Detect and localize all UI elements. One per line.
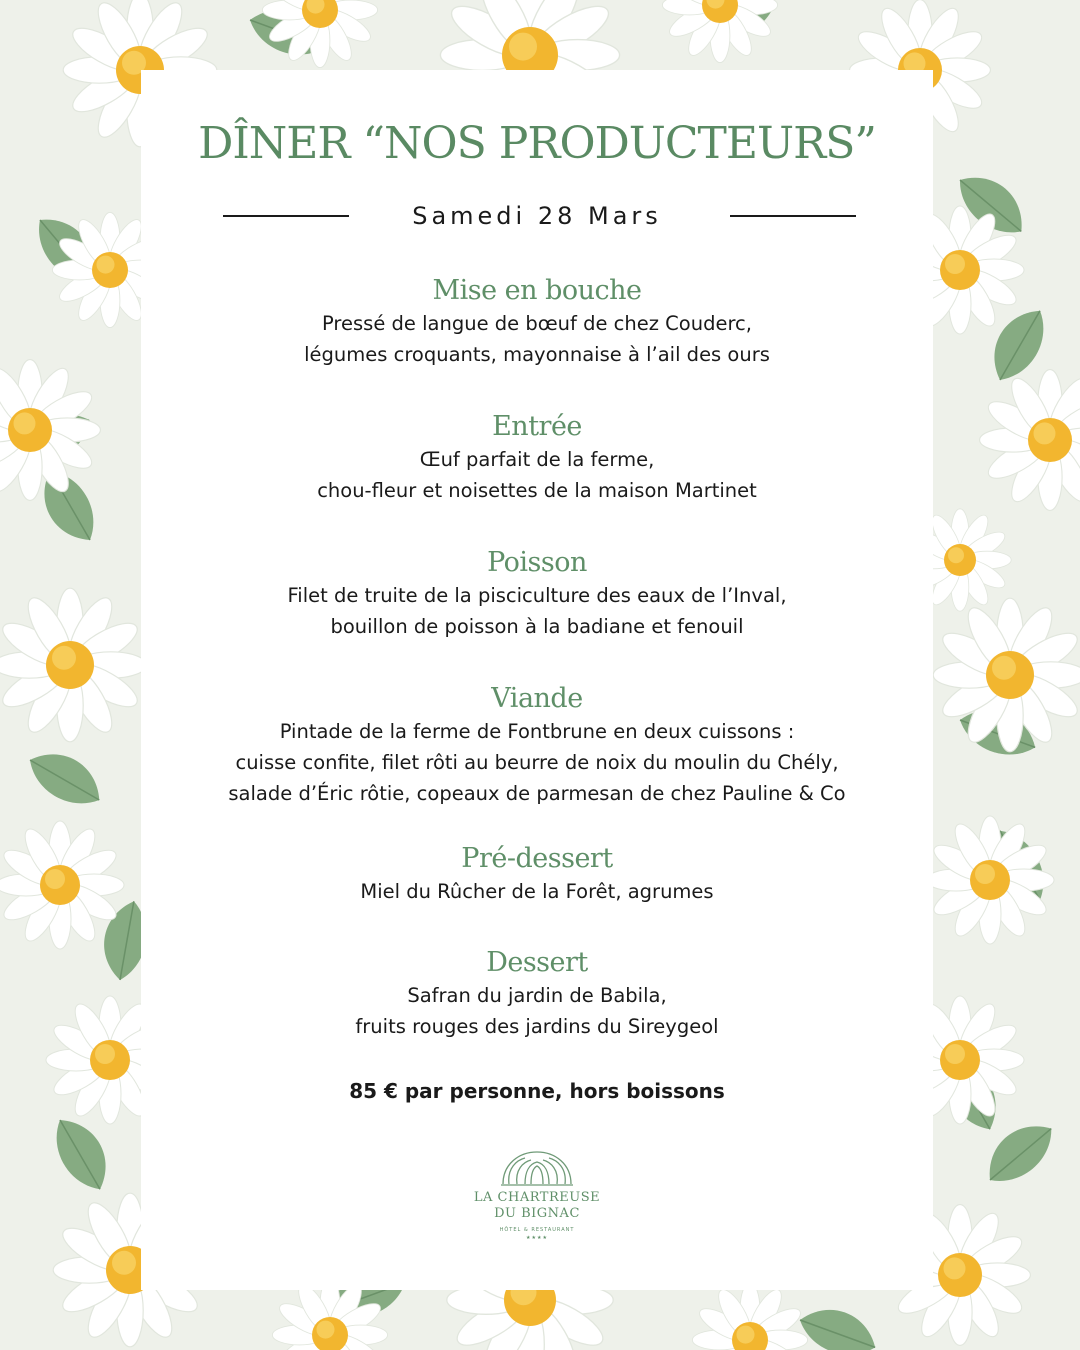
logo-subtitle: HÔTEL & RESTAURANT bbox=[499, 1227, 575, 1233]
shell-fan-icon bbox=[499, 1148, 575, 1190]
restaurant-logo bbox=[141, 1148, 933, 1241]
course-line: Œuf parfait de la ferme, bbox=[419, 448, 655, 471]
course-line: Filet de truite de la pisciculture des eaux de l’Inval, bbox=[287, 584, 787, 607]
course-line: Pressé de langue de bœuf de chez Couderc, bbox=[322, 312, 752, 335]
course-line: bouillon de poisson à la badiane et fenouil bbox=[330, 615, 744, 638]
course-line: Miel du Rûcher de la Forêt, agrumes bbox=[360, 880, 714, 903]
date-divider-right bbox=[730, 215, 856, 217]
menu-card bbox=[141, 70, 933, 1290]
course-line: Pintade de la ferme de Fontbrune en deux cuissons : bbox=[279, 720, 795, 743]
price-note: 85 € par personne, hors boissons bbox=[349, 1079, 725, 1103]
course-pre-dessert bbox=[141, 842, 933, 907]
course-title: Entrée bbox=[492, 411, 582, 442]
course-viande bbox=[141, 682, 933, 809]
course-title: Dessert bbox=[486, 947, 588, 978]
logo-line-2: DU BIGNAC bbox=[494, 1206, 580, 1221]
course-line: chou-fleur et noisettes de la maison Martinet bbox=[317, 479, 757, 502]
logo-stars: ★★★★ bbox=[526, 1235, 548, 1241]
menu-title: DÎNER “NOS PRODUCTEURS” bbox=[198, 118, 876, 169]
course-line: Safran du jardin de Babila, bbox=[407, 984, 667, 1007]
course-line: cuisse confite, filet rôti au beurre de noix du moulin du Chély, bbox=[235, 751, 839, 774]
logo-line-1: LA CHARTREUSE bbox=[473, 1190, 601, 1205]
course-entree bbox=[141, 410, 933, 506]
course-line: légumes croquants, mayonnaise à l’ail des ours bbox=[304, 343, 770, 366]
course-title: Viande bbox=[491, 683, 583, 714]
course-title: Mise en bouche bbox=[432, 275, 642, 306]
course-mise-en-bouche bbox=[141, 274, 933, 370]
event-date: Samedi 28 Mars bbox=[412, 202, 662, 230]
course-title: Poisson bbox=[487, 547, 587, 578]
course-title: Pré-dessert bbox=[461, 843, 613, 874]
course-line: fruits rouges des jardins du Sireygeol bbox=[355, 1015, 719, 1038]
course-dessert bbox=[141, 946, 933, 1042]
course-poisson bbox=[141, 546, 933, 642]
course-line: salade d’Éric rôtie, copeaux de parmesan de chez Pauline & Co bbox=[228, 782, 846, 805]
date-row bbox=[141, 196, 933, 236]
